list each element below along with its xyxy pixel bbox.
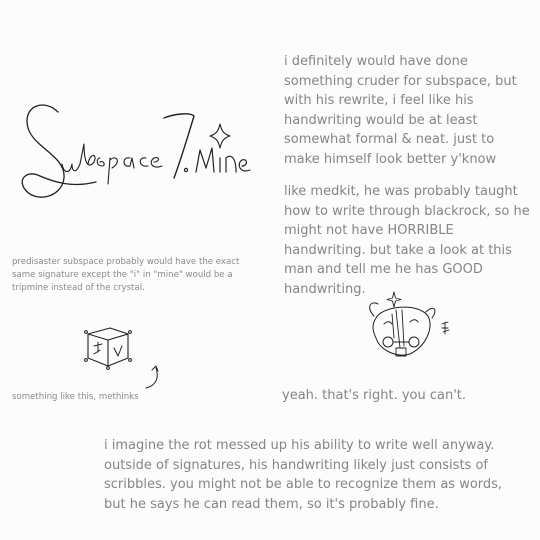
subspace-doodle-icon (356, 288, 456, 368)
predisaster-note-text: predisaster subspace probably would have the exact same signature except the "i" in "mine" would be a tripmine instead of the crystal. (12, 257, 240, 294)
yeah-line: yeah. that's right. you can't. (282, 388, 467, 403)
sparkle-icon (210, 124, 230, 148)
signature-stroke-s (22, 105, 96, 197)
signature-stroke-mine (196, 148, 250, 172)
signature-stroke-ubspace (62, 144, 162, 184)
tripmine-cube-icon (80, 320, 136, 372)
paragraph-three-text: i imagine the rot messed up his ability to write well anyway. outside of signatures, his handwriting likely just consists of scribbles. you might not be able to recognize them as words, but he says he can read them, so it's probably fine. (104, 438, 503, 512)
methinks-note: something like this, methinks (12, 392, 139, 402)
predisaster-note (12, 256, 262, 296)
subspace-signature (14, 92, 260, 212)
paragraph-one-text: i definitely would have done something cruder for subspace, but with his rewrite, i feel like his handwriting would be at least somewhat formal & neat. just to make himself look better y'know (284, 54, 517, 167)
signature-stroke-seven (164, 114, 194, 178)
paragraph-one (284, 52, 534, 170)
curved-arrow-icon (140, 358, 166, 394)
signature-dot (184, 168, 187, 171)
paragraph-two (284, 182, 534, 300)
paragraph-two-text: like medkit, he was probably taught how to write through blackrock, so he might not have HORRIBLE handwriting. but take a look at this man and tell me he has GOOD handwriting. (284, 184, 530, 297)
paragraph-three (104, 436, 524, 514)
